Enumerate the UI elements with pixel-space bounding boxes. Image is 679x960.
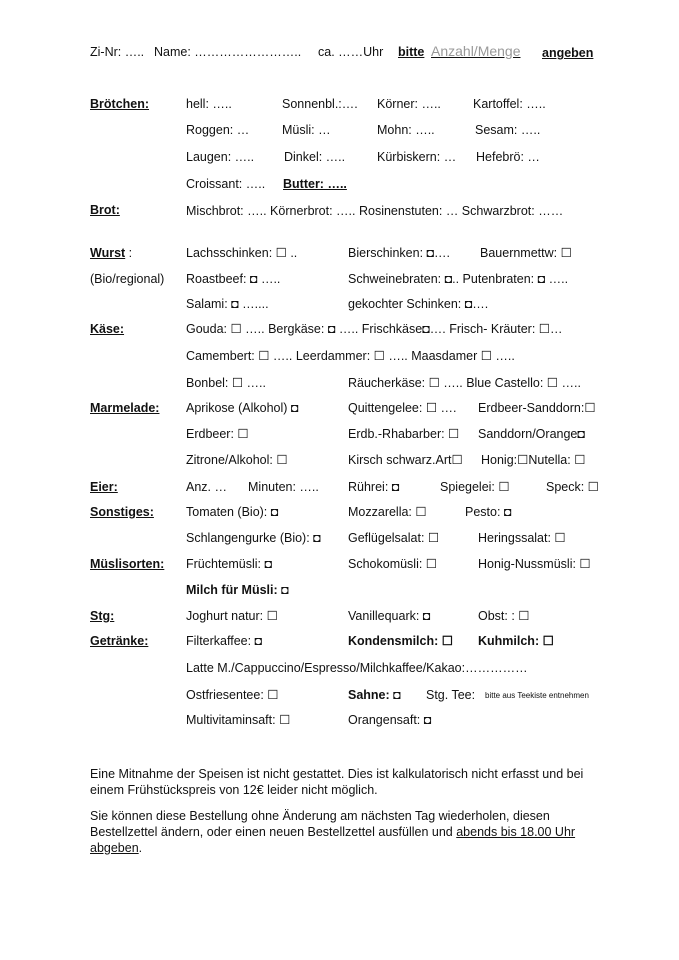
item-bauernmettwurst[interactable]: Bauernmettw: ☐ — [480, 246, 572, 260]
item-spiegelei[interactable]: Spiegelei: ☐ — [440, 480, 510, 494]
item-honig-nussmuesli[interactable]: Honig-Nussmüsli: ☐ — [478, 557, 591, 571]
item-laugen[interactable]: Laugen: ….. — [186, 150, 255, 164]
item-sahne[interactable]: Sahne: ◘ — [348, 688, 401, 702]
item-croissant[interactable]: Croissant: ….. — [186, 177, 266, 191]
section-eier: Eier: — [90, 480, 118, 494]
footer-notice-repeat — [90, 808, 610, 856]
kaese-row-2[interactable]: Camembert: ☐ ….. Leerdammer: ☐ ….. Maasdamer ☐ ….. — [186, 349, 515, 363]
section-brot: Brot: — [90, 203, 120, 217]
item-dinkel[interactable]: Dinkel: ….. — [284, 150, 346, 164]
item-kondensmilch[interactable]: Kondensmilch: ☐ — [348, 634, 453, 648]
item-kuerbiskern[interactable]: Kürbiskern: … — [377, 150, 457, 164]
item-heringssalat[interactable]: Heringssalat: ☐ — [478, 531, 566, 545]
item-latte-cappuccino[interactable]: Latte M./Cappuccino/Espresso/Milchkaffee/Kakao:…………… — [186, 661, 528, 675]
item-zitrone[interactable]: Zitrone/Alkohol: ☐ — [186, 453, 288, 467]
item-orangensaft[interactable]: Orangensaft: ◘ — [348, 713, 432, 727]
item-salami[interactable]: Salami: ◘ ….... — [186, 297, 269, 311]
item-schweinebraten-putenbraten[interactable]: Schweinebraten: ◘.. Putenbraten: ◘ ….. — [348, 272, 569, 286]
section-muesli: Müslisorten: — [90, 557, 165, 571]
item-muesli-broetchen[interactable]: Müsli: … — [282, 123, 331, 137]
item-quittengelee[interactable]: Quittengelee: ☐ …. — [348, 401, 457, 415]
item-mozzarella[interactable]: Mozzarella: ☐ — [348, 505, 427, 519]
item-tomaten[interactable]: Tomaten (Bio): ◘ — [186, 505, 279, 519]
item-bierschinken[interactable]: Bierschinken: ◘…. — [348, 246, 451, 260]
item-vanillequark[interactable]: Vanillequark: ◘ — [348, 609, 431, 623]
item-koerner[interactable]: Körner: ….. — [377, 97, 441, 111]
item-erdbeer-sanddorn[interactable]: Erdbeer-Sanddorn:☐ — [478, 401, 596, 415]
item-erdbeer-rhabarber[interactable]: Erdb.-Rhabarber: ☐ — [348, 427, 460, 441]
section-sonstiges: Sonstiges: — [90, 505, 154, 519]
item-sesam[interactable]: Sesam: ….. — [475, 123, 541, 137]
section-kaese: Käse: — [90, 322, 125, 336]
item-speck[interactable]: Speck: ☐ — [546, 480, 599, 494]
section-broetchen: Brötchen: — [90, 97, 150, 111]
item-eier-minuten[interactable]: Minuten: ….. — [248, 480, 319, 494]
item-schlangengurke[interactable]: Schlangengurke (Bio): ◘ — [186, 531, 321, 545]
kaese-row-1[interactable]: Gouda: ☐ ….. Bergkäse: ◘ ….. Frischkäse◘…. Frisch- Kräuter: ☐… — [186, 322, 563, 336]
section-wurst — [90, 247, 132, 260]
item-butter[interactable]: Butter: ….. — [283, 177, 347, 191]
section-wurst-label: Wurst — [90, 246, 126, 260]
item-gefluegelsalat[interactable]: Geflügelsalat: ☐ — [348, 531, 440, 545]
footer-deadline: abends bis 18.00 Uhr abgeben — [90, 825, 576, 855]
item-bonbel[interactable]: Bonbel: ☐ ….. — [186, 376, 266, 390]
item-obst[interactable]: Obst: : ☐ — [478, 609, 530, 623]
item-schokomuesli[interactable]: Schokomüsli: ☐ — [348, 557, 438, 571]
header-angeben: angeben — [542, 46, 594, 60]
item-roggen[interactable]: Roggen: … — [186, 123, 250, 137]
room-number-field[interactable]: Zi-Nr: ….. — [90, 45, 145, 59]
time-field[interactable]: ca. ……Uhr — [318, 45, 384, 59]
item-kuhmilch[interactable]: Kuhmilch: ☐ — [478, 634, 554, 648]
item-kirsch[interactable]: Kirsch schwarz.Art☐ — [348, 453, 463, 467]
wurst-bio-note: (Bio/regional) — [90, 272, 165, 286]
section-marmelade: Marmelade: — [90, 401, 160, 415]
item-ruehrei[interactable]: Rührei: ◘ — [348, 480, 400, 494]
item-sonnenbl[interactable]: Sonnenbl.:…. — [282, 97, 358, 111]
item-fruechtemuesli[interactable]: Früchtemüsli: ◘ — [186, 557, 273, 571]
item-gekochter-schinken[interactable]: gekochter Schinken: ◘…. — [348, 297, 489, 311]
item-filterkaffee[interactable]: Filterkaffee: ◘ — [186, 634, 263, 648]
item-hefebroe[interactable]: Hefebrö: … — [476, 150, 540, 164]
item-erdbeer[interactable]: Erdbeer: ☐ — [186, 427, 249, 441]
brot-row[interactable]: Mischbrot: ….. Körnerbrot: ….. Rosinenstuten: … Schwarzbrot: …… — [186, 204, 564, 218]
item-stg-tee[interactable]: Stg. Tee: — [426, 688, 476, 702]
item-sanddorn-orange[interactable]: Sanddorn/Orange◘ — [478, 427, 585, 441]
footer-paragraph-2 — [90, 808, 610, 856]
section-getraenke: Getränke: — [90, 634, 149, 648]
footer-notice-takeaway — [90, 766, 610, 798]
item-eier-anzahl[interactable]: Anz. … — [186, 480, 227, 494]
footer-paragraph-1: Eine Mitnahme der Speisen ist nicht gestattet. Dies ist kalkulatorisch nicht erfasst und bei einem Frühstückspreis von 12€ leider nicht möglich. — [90, 767, 584, 797]
item-honig-nutella[interactable]: Honig:☐Nutella: ☐ — [481, 453, 586, 467]
item-lachsschinken[interactable]: Lachsschinken: ☐ .. — [186, 246, 298, 260]
item-joghurt[interactable]: Joghurt natur: ☐ — [186, 609, 278, 623]
item-roastbeef[interactable]: Roastbeef: ◘ ….. — [186, 272, 281, 286]
item-multivitaminsaft[interactable]: Multivitaminsaft: ☐ — [186, 713, 291, 727]
item-pesto[interactable]: Pesto: ◘ — [465, 505, 512, 519]
item-mohn[interactable]: Mohn: ….. — [377, 123, 435, 137]
teekiste-note: bitte aus Teekiste entnehmen — [485, 691, 589, 700]
item-milch-fuer-muesli[interactable]: Milch für Müsli: ◘ — [186, 583, 289, 597]
header-bitte: bitte — [398, 45, 425, 59]
item-ostfriesentee[interactable]: Ostfriesentee: ☐ — [186, 688, 279, 702]
section-stg: Stg: — [90, 609, 115, 623]
header-anzahl-menge: Anzahl/Menge — [431, 43, 521, 59]
footer-p2-end: . — [138, 841, 143, 855]
section-wurst-colon: : — [125, 246, 133, 260]
item-aprikose[interactable]: Aprikose (Alkohol) ◘ — [186, 401, 299, 415]
item-raeucherkaese-blue-castello[interactable]: Räucherkäse: ☐ ….. Blue Castello: ☐ ….. — [348, 376, 581, 390]
name-field[interactable]: Name: …………………….. — [154, 45, 302, 59]
item-hell[interactable]: hell: ….. — [186, 97, 232, 111]
footer-p2-text: Sie können diese Bestellung ohne Änderung am nächsten Tag wiederholen, diesen Bestellzettel ändern, oder einen neuen Bestellzettel ausfüllen und — [90, 809, 550, 839]
item-kartoffel[interactable]: Kartoffel: ….. — [473, 97, 546, 111]
